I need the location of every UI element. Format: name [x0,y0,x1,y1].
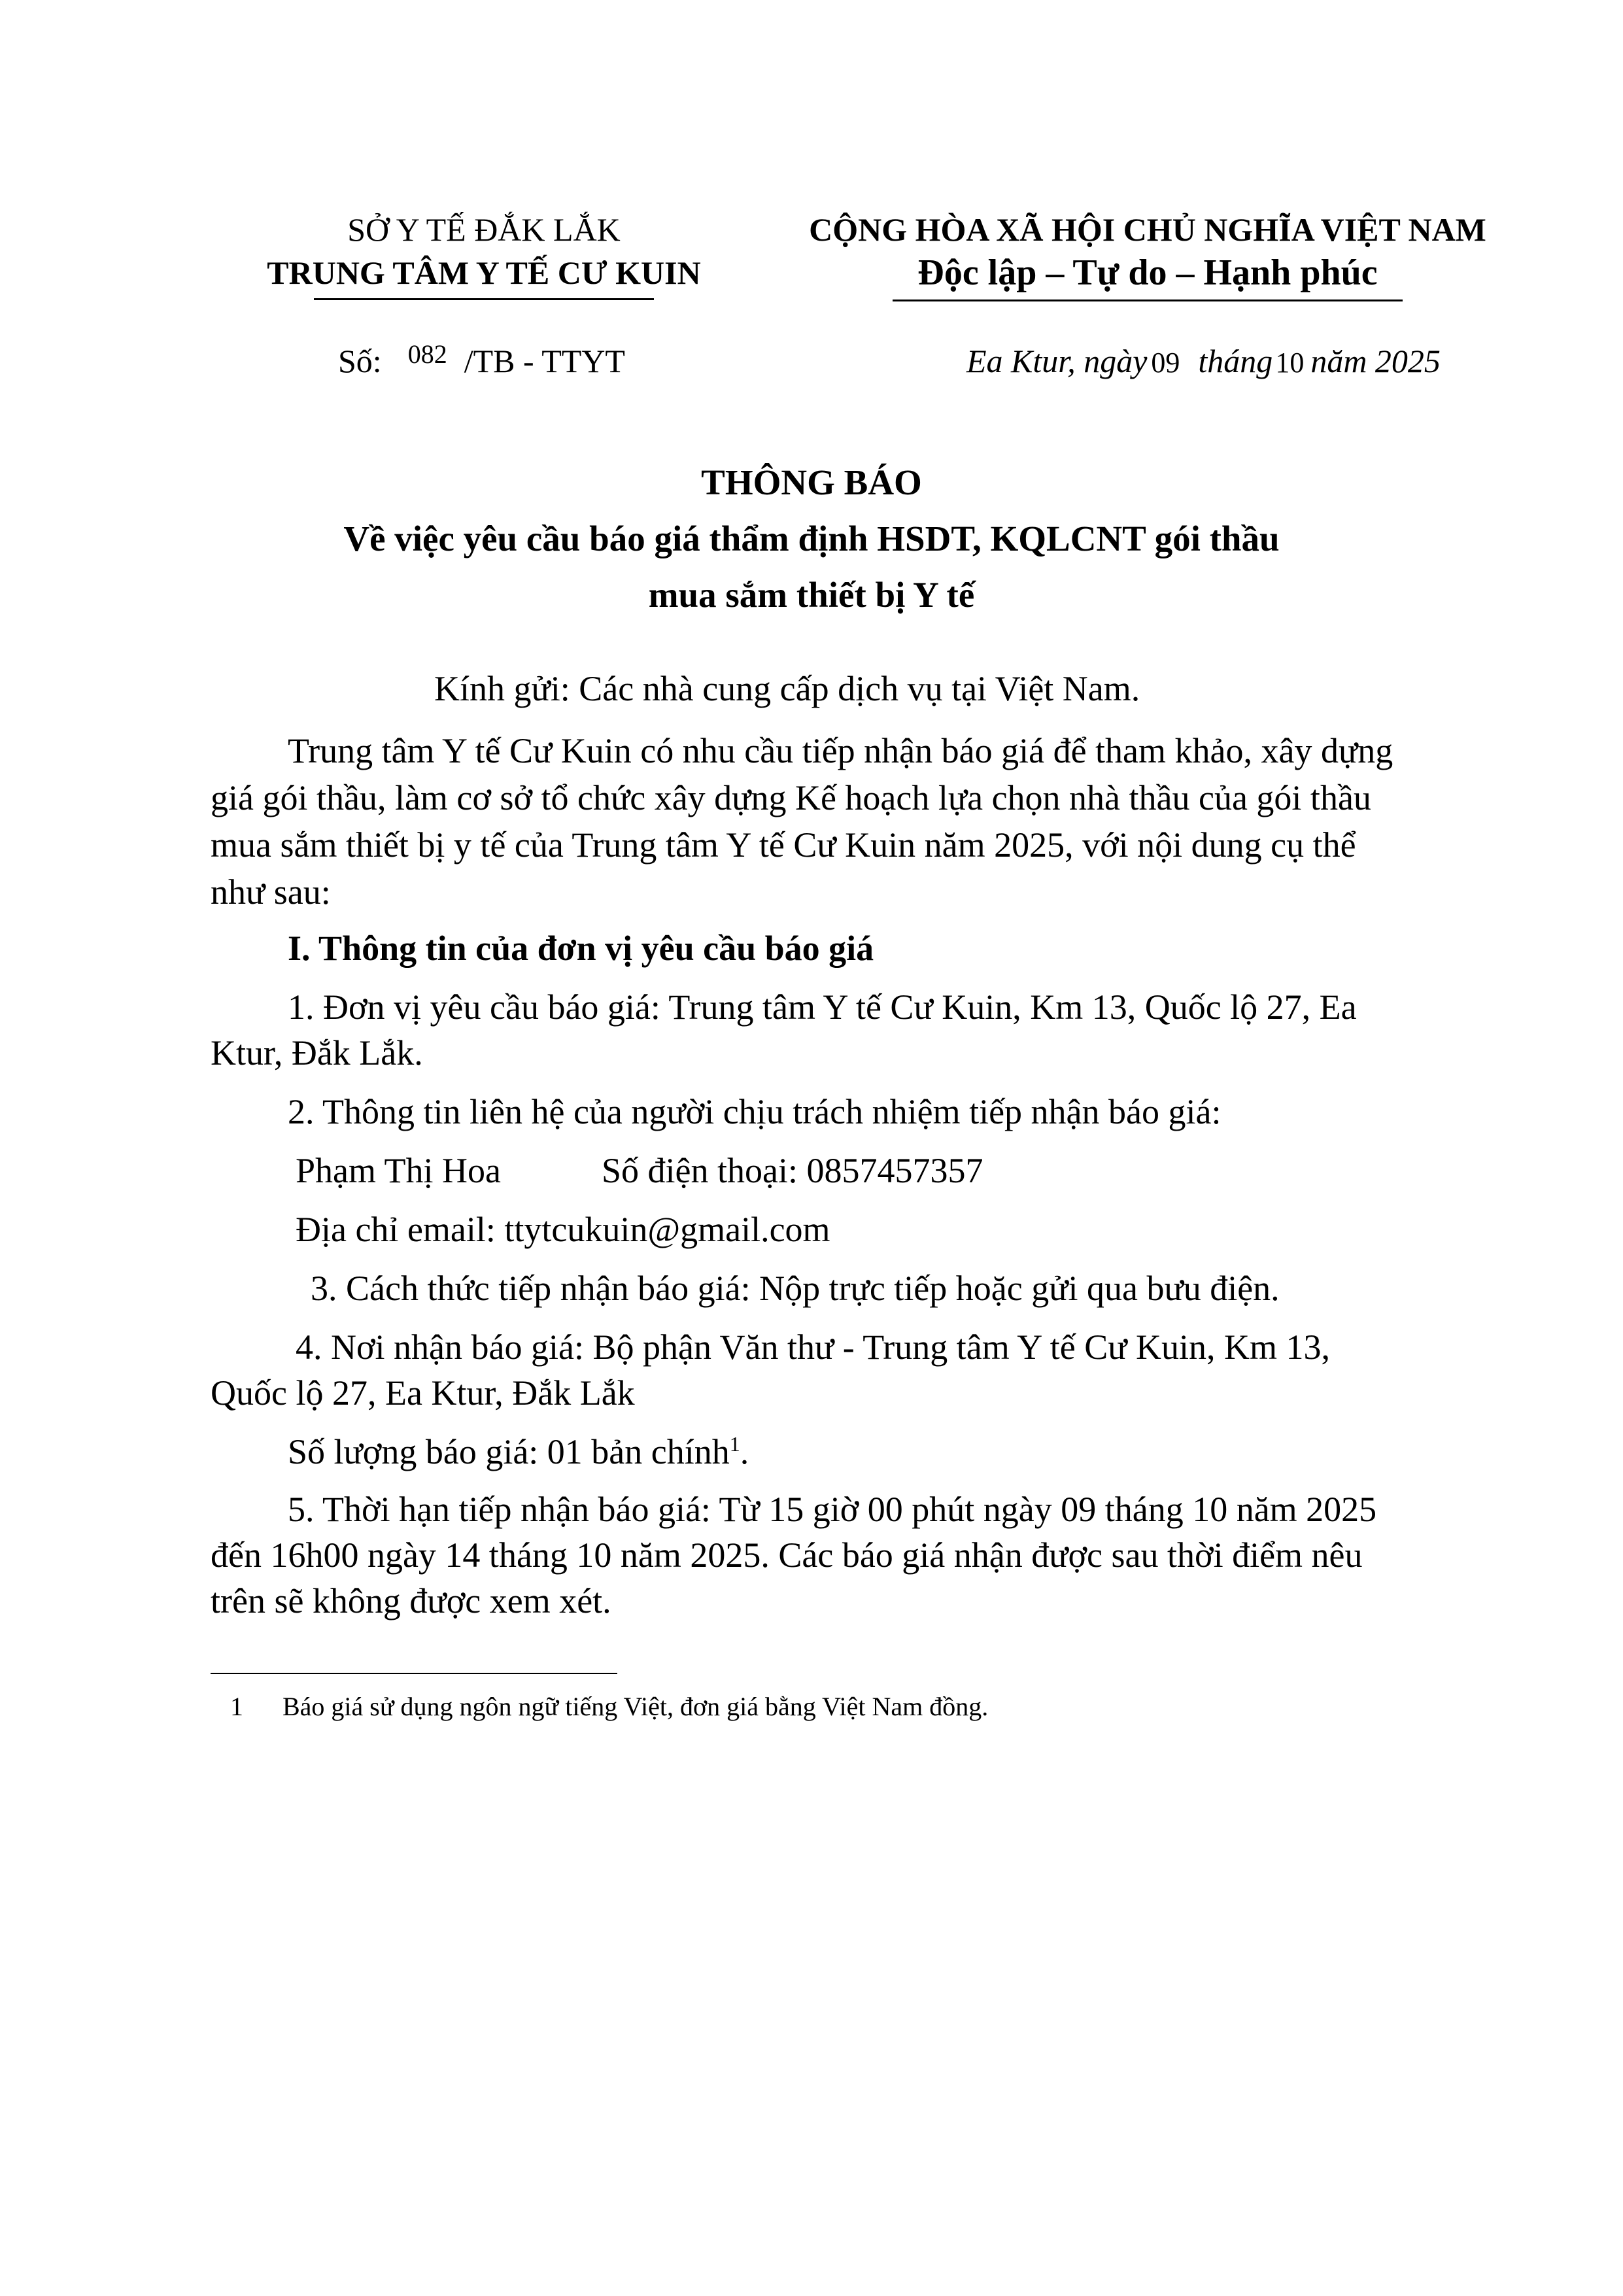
contact-email: Địa chỉ email: ttytcukuin@gmail.com [296,1210,830,1249]
section-1-heading: I. Thông tin của đơn vị yêu cầu báo giá [288,929,874,968]
number-suffix: /TB - TTYT [464,343,625,379]
date-month: 10 [1275,347,1305,379]
document-title-block [0,454,1623,623]
footnote-reference: 1 [729,1432,740,1456]
date-year: năm 2025 [1310,343,1441,379]
national-title: CỘNG HÒA XÃ HỘI CHỦ NGHĨA VIỆT NAM [809,211,1486,248]
number-value: 082 [407,339,447,369]
parent-agency: SỞ Y TẾ ĐẮK LẮK [347,211,621,248]
quantity-end: . [740,1432,749,1471]
item-5-line-1: 5. Thời hạn tiếp nhận báo giá: Từ 15 giờ 00 phút ngày 09 tháng 10 năm 2025 [288,1490,1377,1529]
document-number [338,340,625,385]
date-month-label: tháng [1198,343,1273,379]
quantity-line [288,1428,749,1475]
agency-underline [314,298,654,300]
footnote-separator [211,1673,617,1674]
quantity-text: Số lượng báo giá: 01 bản chính [288,1432,730,1471]
footnote-text: Báo giá sử dụng ngôn ngữ tiếng Việt, đơn giá bằng Việt Nam đồng. [282,1692,989,1721]
footnote [230,1690,988,1723]
issuing-agency-block [222,208,745,300]
item-4-line-1: 4. Nơi nhận báo giá: Bộ phận Văn thư - Trung tâm Y tế Cư Kuin, Km 13, [296,1328,1331,1367]
document-subject-line2: mua sắm thiết bị Y tế [648,575,975,615]
item-1-line-2: Ktur, Đắk Lắk. [211,1033,423,1072]
issuing-agency: TRUNG TÂM Y TẾ CƯ KUIN [267,254,701,291]
item-5-line-3: trên sẽ không được xem xét. [211,1581,611,1620]
number-label: Số: [338,343,382,379]
intro-line-2: giá gói thầu, làm cơ sở tổ chức xây dựng Kế hoạch lựa chọn nhà thầu của gói thầu [211,778,1371,817]
recipient-line: Kính gửi: Các nhà cung cấp dịch vụ tại Việt Nam. [434,669,1140,708]
document-subject-line1: Về việc yêu cầu báo giá thẩm định HSDT, KQLCNT gói thầu [343,519,1280,558]
intro-line-1: Trung tâm Y tế Cư Kuin có nhu cầu tiếp nhận báo giá để tham khảo, xây dựng [288,731,1393,770]
footnote-number: 1 [230,1692,243,1721]
national-motto-block [798,208,1497,301]
date-place-prefix: Ea Ktur, ngày [966,343,1148,379]
item-4-line-2: Quốc lộ 27, Ea Ktur, Đắk Lắk [211,1373,635,1413]
motto-underline [893,300,1403,301]
date-day: 09 [1151,347,1180,379]
national-motto: Độc lập – Tự do – Hạnh phúc [917,252,1378,293]
contact-name: Phạm Thị Hoa [296,1151,501,1190]
document-type: THÔNG BÁO [701,462,922,502]
item-5-line-2: đến 16h00 ngày 14 tháng 10 năm 2025. Các báo giá nhận được sau thời điểm nêu [211,1535,1363,1575]
intro-line-4: như sau: [211,872,331,912]
item-3: 3. Cách thức tiếp nhận báo giá: Nộp trực tiếp hoặc gửi qua bưu điện. [311,1269,1280,1308]
contact-phone: Số điện thoại: 0857457357 [602,1151,983,1190]
item-2: 2. Thông tin liên hệ của người chịu trách nhiệm tiếp nhận báo giá: [288,1092,1222,1131]
intro-line-3: mua sắm thiết bị y tế của Trung tâm Y tế Cư Kuin năm 2025, với nội dung cụ thể [211,825,1356,865]
item-1-line-1: 1. Đơn vị yêu cầu báo giá: Trung tâm Y tế Cư Kuin, Km 13, Quốc lộ 27, Ea [288,987,1357,1027]
issue-date [966,340,1441,384]
